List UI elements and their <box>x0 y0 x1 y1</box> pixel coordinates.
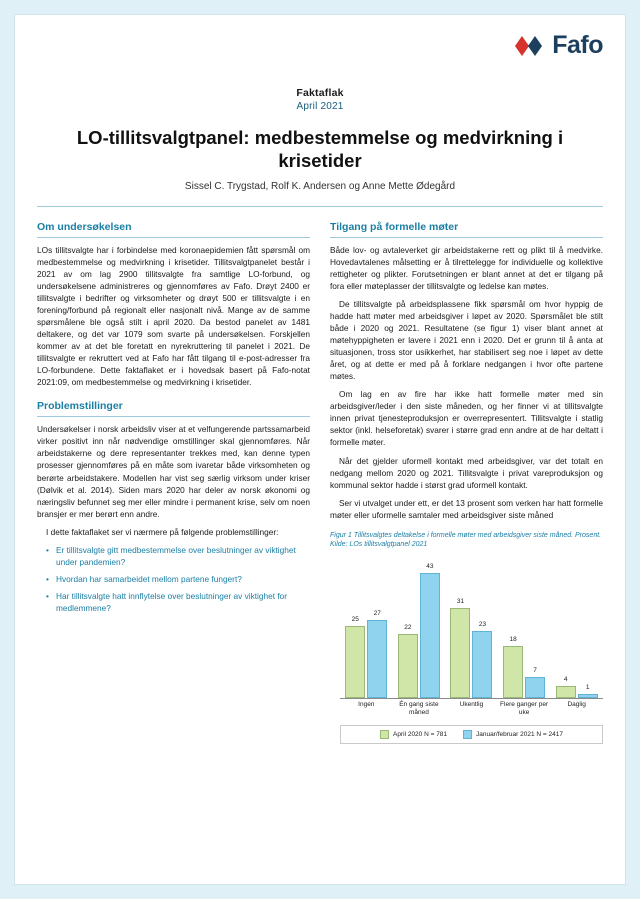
series-label-block <box>15 87 625 112</box>
legend-item-2020 <box>380 730 447 739</box>
chart-group-flere-ganger-per-uke <box>499 559 549 698</box>
section-heading-om-undersokelsen: Om undersøkelsen <box>37 221 310 238</box>
document-sheet <box>14 14 626 885</box>
legend-swatch-icon <box>463 730 472 739</box>
bar-2020 <box>503 646 523 698</box>
bar-wrap <box>472 559 492 698</box>
bar-wrap <box>503 559 523 698</box>
bar-value: 25 <box>351 616 359 624</box>
bar-2020 <box>450 608 470 698</box>
x-tick-label: Én gang siste måned <box>399 701 439 717</box>
bar-wrap <box>345 559 365 698</box>
bar-2021 <box>472 631 492 698</box>
bar-value: 27 <box>373 610 381 618</box>
x-tick-label: Ingen <box>358 701 375 709</box>
problemstillinger-list <box>37 544 310 614</box>
legend-swatch-icon <box>380 730 389 739</box>
paragraph-right-4: Når det gjelder uformell kontakt med arbeidsgiver, var det totalt en nedgang mellom 2020 og 2021. Tillitsvalgte i privat vareproduksjon og kommunal sektor hadde i størst grad uformell kontakt. <box>330 455 603 490</box>
bar-value: 22 <box>404 624 412 632</box>
bar-value: 4 <box>563 676 568 684</box>
list-item: • Er tillitsvalgte gitt medbestemmelse over beslutninger av viktighet under pandemien? <box>48 544 310 568</box>
publication-date: April 2021 <box>296 101 344 112</box>
legend-item-2021 <box>463 730 563 739</box>
figure-caption: Figur 1 Tillitsvalgtes deltakelse i formelle møter med arbeidsgiver siste måned. Prosent. Kilde: LOs tillitsvalgtpanel 2021 <box>330 531 602 549</box>
bar-wrap <box>525 559 545 698</box>
series-label: Faktaflak <box>296 87 344 99</box>
section-heading-problemstillinger: Problemstillinger <box>37 400 310 417</box>
bar-wrap <box>420 559 440 698</box>
bar-value: 43 <box>426 563 434 571</box>
bar-value: 23 <box>478 621 487 629</box>
chart-group-daglig <box>552 559 602 698</box>
bar-2020 <box>556 686 576 698</box>
chart-group-en-gang-siste-maned <box>394 559 444 698</box>
bar-2021 <box>420 573 440 698</box>
bar-wrap <box>556 559 576 698</box>
legend-label: April 2020 N = 781 <box>393 731 448 739</box>
content-columns <box>15 207 625 739</box>
x-tick-label: Daglig <box>567 701 586 709</box>
left-column <box>37 219 310 728</box>
bar-value: 1 <box>585 684 590 692</box>
chart-legend <box>340 725 603 744</box>
right-column <box>330 219 603 739</box>
paragraph-right-3: Om lag en av fire har ikke hatt formelle møter med sin arbeidsgiver/leder i den siste måneden, og her finner vi at tillitsvalgte innen privat tjenesteproduksjon er overrepresentert. Tillitsvalgte i statlig sektor (inkl. helseforetak) svarer i større grad enn andre at de har deltatt i formelle møter. <box>330 389 603 448</box>
fafo-logo <box>514 31 603 60</box>
authors: Sissel C. Trygstad, Rolf K. Andersen og Anne Mette Ødegård <box>184 181 456 193</box>
bar-2020 <box>398 634 418 698</box>
chart-bar-groups <box>340 559 603 698</box>
bar-wrap <box>367 559 387 698</box>
paragraph-right-1: Både lov- og avtaleverket gir arbeidstakerne rett og plikt til å medvirke. Hovedavtalenes målsetting er å tilrettelegge for individuelle og kollektive rettigheter og plikter. Forutsetningen er blant annet at det er tilgang på fora eller møteplasser der tillitsvalgte og ledelse kan møtes. <box>330 245 603 292</box>
x-tick-label: Ukentlig <box>459 701 484 709</box>
paragraph-right-2: De tillitsvalgte på arbeidsplassene fikk spørsmål om hvor hyppig de hadde hatt møter med arbeidsgiver i løpet av 2020. Spørsmålet ble stilt både i 2020 og 2021. Resultatene (se figur 1) viser blant annet at møtehyppigheten er lavere i 2021 enn i 2020. Det er grunn til å anta at situasjonen, tross stor usikkerhet, har stabilisert seg noe i løpet av dette året, og at dette er med på å forklare nedgangen i hvor ofte partene møtes. <box>330 299 603 382</box>
figure-1-bar-chart <box>330 553 603 739</box>
bar-wrap <box>578 559 598 698</box>
fafo-logo-icon <box>514 33 544 59</box>
chart-x-axis-labels <box>340 701 603 717</box>
bar-value: 7 <box>533 667 537 675</box>
bar-2021 <box>525 677 545 698</box>
paragraph-right-5: Ser vi utvalget under ett, er det 13 prosent som verken har hatt formelle møter eller uformelle samtaler med arbeidsgiver siste måned <box>330 497 603 520</box>
bar-wrap <box>450 559 470 698</box>
paragraph-om-undersokelsen: LOs tillitsvalgte har i forbindelse med koronaepidemien fått spørsmål om medbestemmelse og medvirkning i krisetider. Tillitsvalgtpanelet består i 2021 av om lag 2900 tillitsvalgte fra samtlige LO-forbund, og undersøkelsene administreres og gjennomføres av Fafo. Drøyt 2400 er tillitsvalgte i bedrifter og virksomheter og drøyt 500 er tillitsvalgte i en forening/forbund på regionalt eller nasjonalt nivå. Mange av de samme spørsmålene ble også stilt i april 2020. Da bestod panelet av 1481 deltakere, og det var 1079 som svarte på undersøkelsen. Forskjellen kommer av at det ble foretatt en nyrekruttering til panelet i 2021. De tillitsvalgte er rekruttert ved at Fafo har fått tilgang til e-post-adresser fra LO-forbundene. Dette faktaflaket er i hovedsak basert på Fafo-notat 2021:09, om medbestemmelse og medvirkning i krisetider. <box>37 245 310 388</box>
chart-plot-area <box>340 559 603 699</box>
list-item: • Har tillitsvalgte hatt innflytelse over beslutninger av viktighet for medlemmene? <box>48 590 310 614</box>
chart-group-ukentlig <box>447 559 497 698</box>
bar-2021 <box>578 694 598 698</box>
fafo-logo-text: Fafo <box>552 31 603 59</box>
bar-value: 31 <box>456 598 465 606</box>
bar-value: 18 <box>509 636 517 644</box>
page-title: LO-tillitsvalgtpanel: medbestemmelse og medvirkning i krisetider <box>76 127 564 172</box>
bar-2021 <box>367 620 387 698</box>
bar-2020 <box>345 626 365 698</box>
paragraph-problemstillinger-1: Undersøkelser i norsk arbeidsliv viser at et velfungerende partssamarbeid virker positivt inn når nødvendige omstillinger skal gjennomføres. Når arbeidstakerne og dere representanter trekkes med, kan denne typen prosesser gjennomføres på en måte som ivaretar både virksomheten og berørte arbeidstakere. Modellen har vist seg særlig virksom under kriser (Dølvik et al. 2014). Siden mars 2020 har deler av norsk økonomi og næringsliv befunnet seg mer eller mindre i permanent krise, selv om noen bransjer er mer berørt enn andre. <box>37 424 310 519</box>
chart-group-ingen <box>341 559 391 698</box>
paragraph-problemstillinger-2: I dette faktaflaket ser vi nærmere på følgende problemstillinger: <box>46 526 279 537</box>
document-header <box>15 15 625 77</box>
legend-label: Januar/februar 2021 N = 2417 <box>476 731 563 739</box>
section-heading-tilgang-pa-formelle-moter: Tilgang på formelle møter <box>330 221 603 238</box>
list-item: • Hvordan har samarbeidet mellom partene fungert? <box>48 573 310 585</box>
x-tick-label: Flere ganger per uke <box>500 701 549 717</box>
bar-wrap <box>398 559 418 698</box>
